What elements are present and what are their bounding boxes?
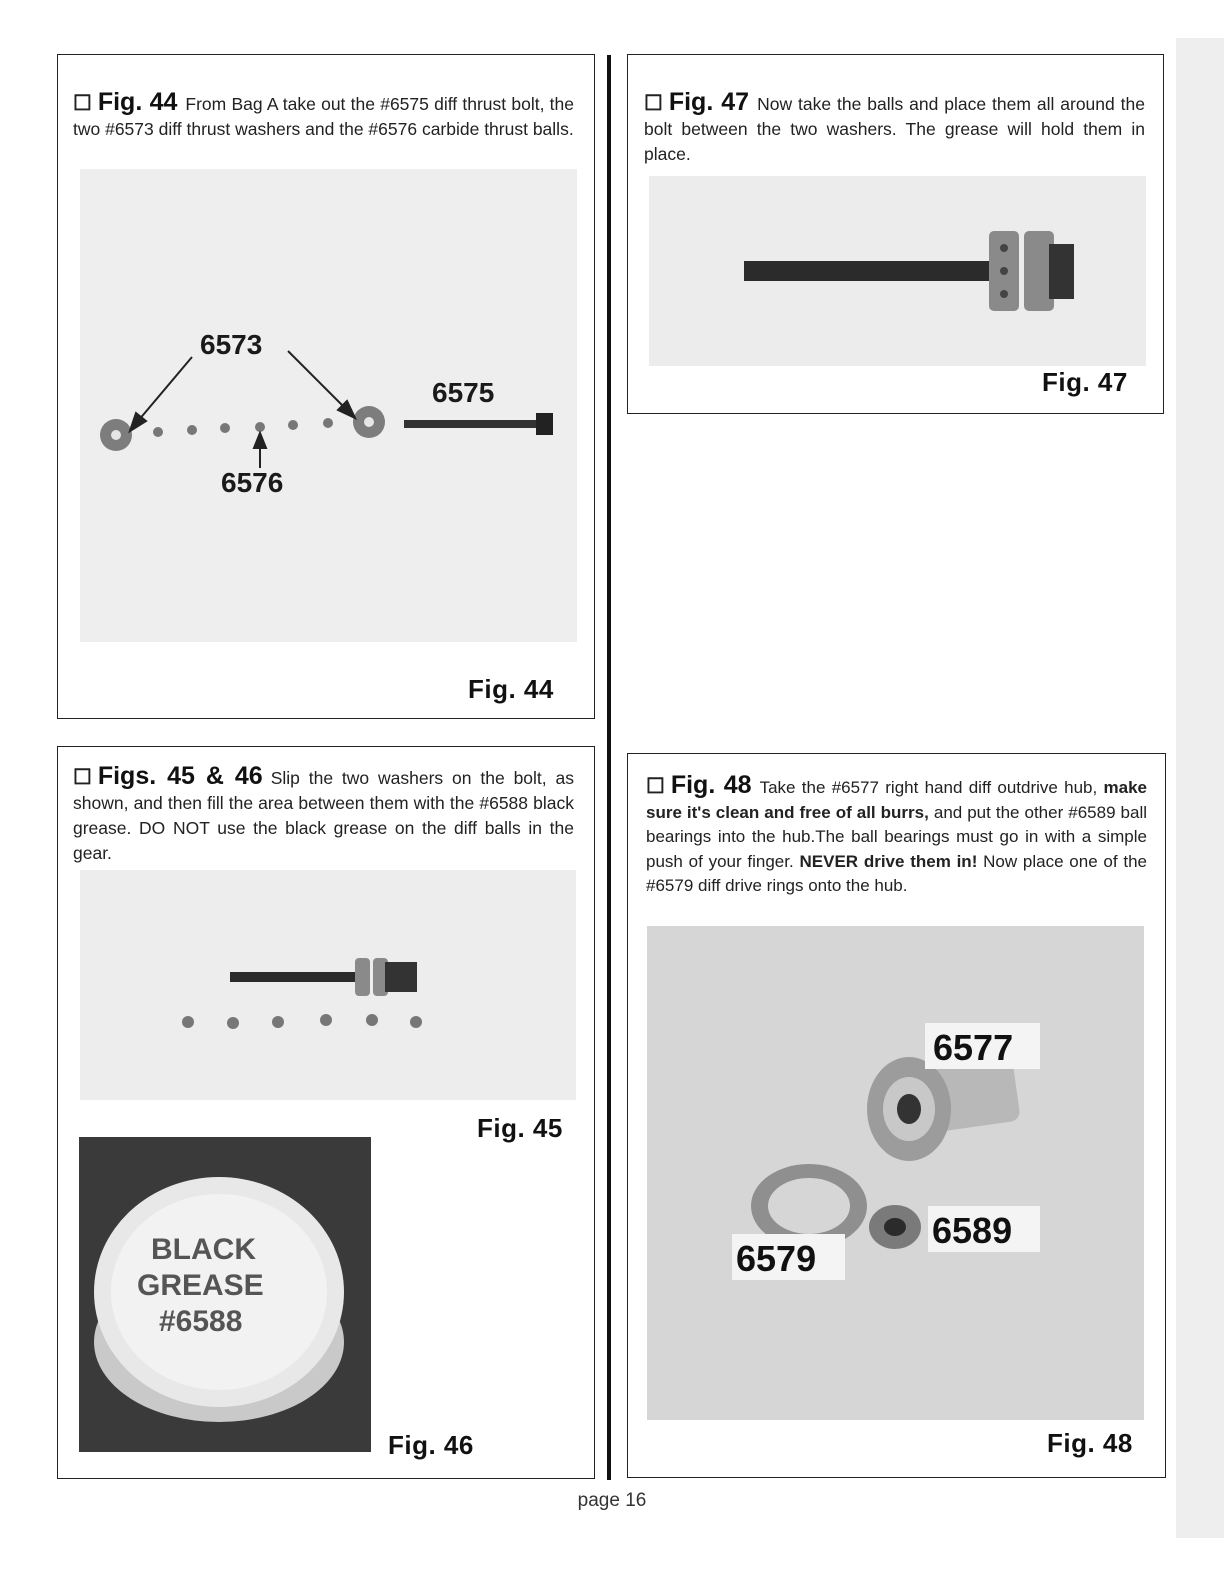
column-divider bbox=[607, 55, 611, 1480]
checkbox-icon[interactable]: ☐ bbox=[646, 775, 665, 798]
fig48-lead: Fig. 48 bbox=[670, 771, 752, 799]
label-6576: 6576 bbox=[221, 467, 284, 498]
fig47-body: Now take the balls and place them all around the bolt between the two washers. The grease will hold them in place. bbox=[644, 94, 1145, 164]
label-6575: 6575 bbox=[432, 377, 495, 408]
fig46-caption: Fig. 46 bbox=[388, 1430, 474, 1460]
fig48-body-1: Take the #6577 right hand diff outdrive hub, bbox=[759, 778, 1098, 797]
checkbox-icon[interactable]: ☐ bbox=[644, 92, 663, 115]
pointer-arrows bbox=[130, 351, 355, 468]
ball-bearing-icon bbox=[869, 1205, 921, 1249]
label-6589: 6589 bbox=[932, 1210, 1013, 1251]
fig48-bold-1: make sure it's clean and free of all burrs, bbox=[646, 778, 1147, 822]
label-6577: 6577 bbox=[933, 1027, 1014, 1068]
thrust-ball-icon bbox=[153, 418, 333, 437]
fig47-text bbox=[644, 90, 1145, 167]
jar-label-line2: GREASE bbox=[137, 1269, 264, 1302]
fig44-text bbox=[73, 90, 574, 142]
fig45-46-body: Slip the two washers on the bolt, as shown, and then fill the area between them with the #6588 black grease. DO NOT use the black grease on the diff balls in the gear. bbox=[73, 768, 574, 863]
checkbox-icon[interactable]: ☐ bbox=[73, 92, 92, 115]
washer-icon bbox=[100, 419, 132, 451]
fig46-photo bbox=[79, 1137, 371, 1452]
fig44-body: From Bag A take out the #6575 diff thrust bolt, the two #6573 diff thrust washers and the #6576 carbide thrust balls. bbox=[73, 94, 574, 139]
washer-icon bbox=[353, 406, 385, 438]
label-6573: 6573 bbox=[200, 329, 263, 360]
fig48-text bbox=[646, 773, 1147, 899]
checkbox-icon[interactable]: ☐ bbox=[73, 766, 92, 789]
thrust-ball-icon bbox=[182, 1014, 422, 1029]
fig48-photo bbox=[647, 926, 1144, 1420]
jar-label-line3: #6588 bbox=[159, 1305, 243, 1338]
fig44-photo bbox=[80, 169, 577, 642]
fig44-caption: Fig. 44 bbox=[468, 674, 554, 704]
fig48-body-3: Now place one of the #6579 diff drive rings onto the hub. bbox=[646, 851, 1147, 895]
fig47-caption: Fig. 47 bbox=[1042, 367, 1128, 397]
outdrive-hub-icon bbox=[867, 1057, 1021, 1161]
fig48-bold-2: NEVER drive them in! bbox=[799, 851, 978, 871]
page-number: page 16 bbox=[577, 1490, 647, 1511]
bolt-with-washers-icon bbox=[230, 958, 417, 996]
jar-label-line1: BLACK bbox=[151, 1233, 256, 1266]
fig45-46-text bbox=[73, 764, 574, 866]
fig44-lead: Fig. 44 bbox=[97, 88, 178, 116]
fig47-lead: Fig. 47 bbox=[668, 88, 750, 116]
bolt-assembly-icon bbox=[744, 231, 1074, 311]
thrust-bolt-icon bbox=[404, 413, 553, 435]
fig45-46-lead: Figs. 45 & 46 bbox=[97, 762, 263, 790]
fig47-photo bbox=[649, 176, 1146, 366]
label-6579: 6579 bbox=[736, 1238, 817, 1279]
fig45-photo bbox=[80, 870, 576, 1100]
fig48-body-2: and put the other #6589 ball bearings into the hub.The ball bearings must go in with a simple push of your finger. bbox=[646, 802, 1147, 871]
fig48-caption: Fig. 48 bbox=[1047, 1428, 1133, 1458]
scan-edge-shadow bbox=[1176, 38, 1224, 1538]
fig45-caption: Fig. 45 bbox=[477, 1113, 563, 1143]
